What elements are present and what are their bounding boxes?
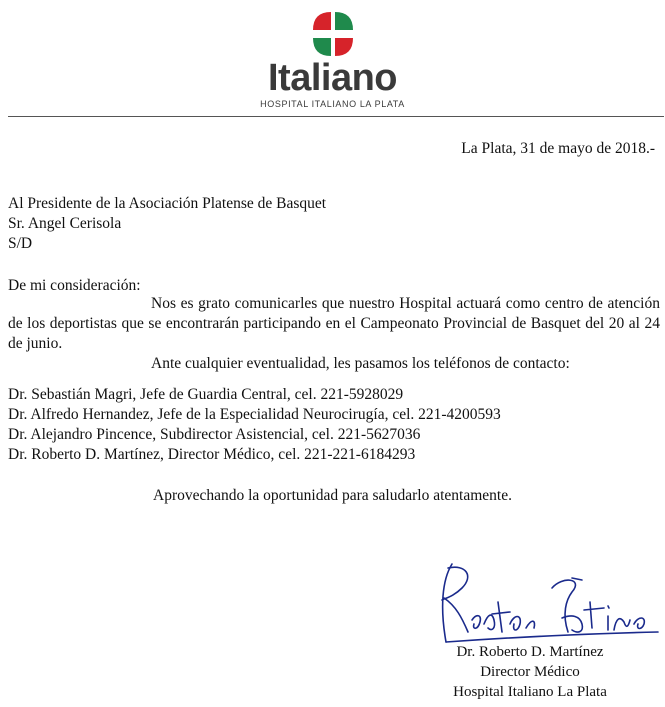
contact-item: Dr. Alfredo Hernandez, Jefe de la Especialidad Neurocirugía, cel. 221-4200593	[8, 406, 501, 423]
signature-block	[440, 642, 620, 702]
letter-date: La Plata, 31 de mayo de 2018.-	[461, 140, 655, 157]
header-divider	[8, 116, 664, 117]
brand-wordmark: Italiano	[267, 57, 398, 99]
contact-list	[8, 385, 501, 465]
contact-item: Dr. Roberto D. Martínez, Director Médico, cel. 221-221-6184293	[8, 446, 416, 463]
contact-item: Dr. Alejandro Pincence, Subdirector Asistencial, cel. 221-5627036	[8, 426, 421, 443]
recipient-line: Al Presidente de la Asociación Platense de Basquet	[8, 195, 327, 212]
signer-title: Director Médico	[480, 664, 580, 680]
closing-line: Aprovechando la oportunidad para saludarlo atentamente.	[153, 487, 512, 504]
recipient-line: S/D	[8, 235, 33, 252]
hospital-logo-icon	[307, 8, 359, 60]
handwritten-signature	[422, 558, 662, 648]
brand-subtitle: HOSPITAL ITALIANO LA PLATA	[260, 99, 405, 109]
recipient-block	[8, 194, 326, 254]
signer-name: Dr. Roberto D. Martínez	[456, 644, 604, 660]
recipient-line: Sr. Angel Cerisola	[8, 215, 122, 232]
body-paragraph: Ante cualquier eventualidad, les pasamos los teléfonos de contacto:	[151, 355, 570, 372]
contact-item: Dr. Sebastián Magri, Jefe de Guardia Central, cel. 221-5928029	[8, 386, 404, 403]
greeting: De mi consideración:	[8, 277, 141, 294]
body-paragraph: Nos es grato comunicarles que nuestro Hospital actuará como centro de atención de los deportistas que se encontrarán participando en el Campeonato Provincial de Basquet del 20 al 24 de junio.	[8, 295, 660, 352]
signer-institution: Hospital Italiano La Plata	[453, 684, 607, 700]
